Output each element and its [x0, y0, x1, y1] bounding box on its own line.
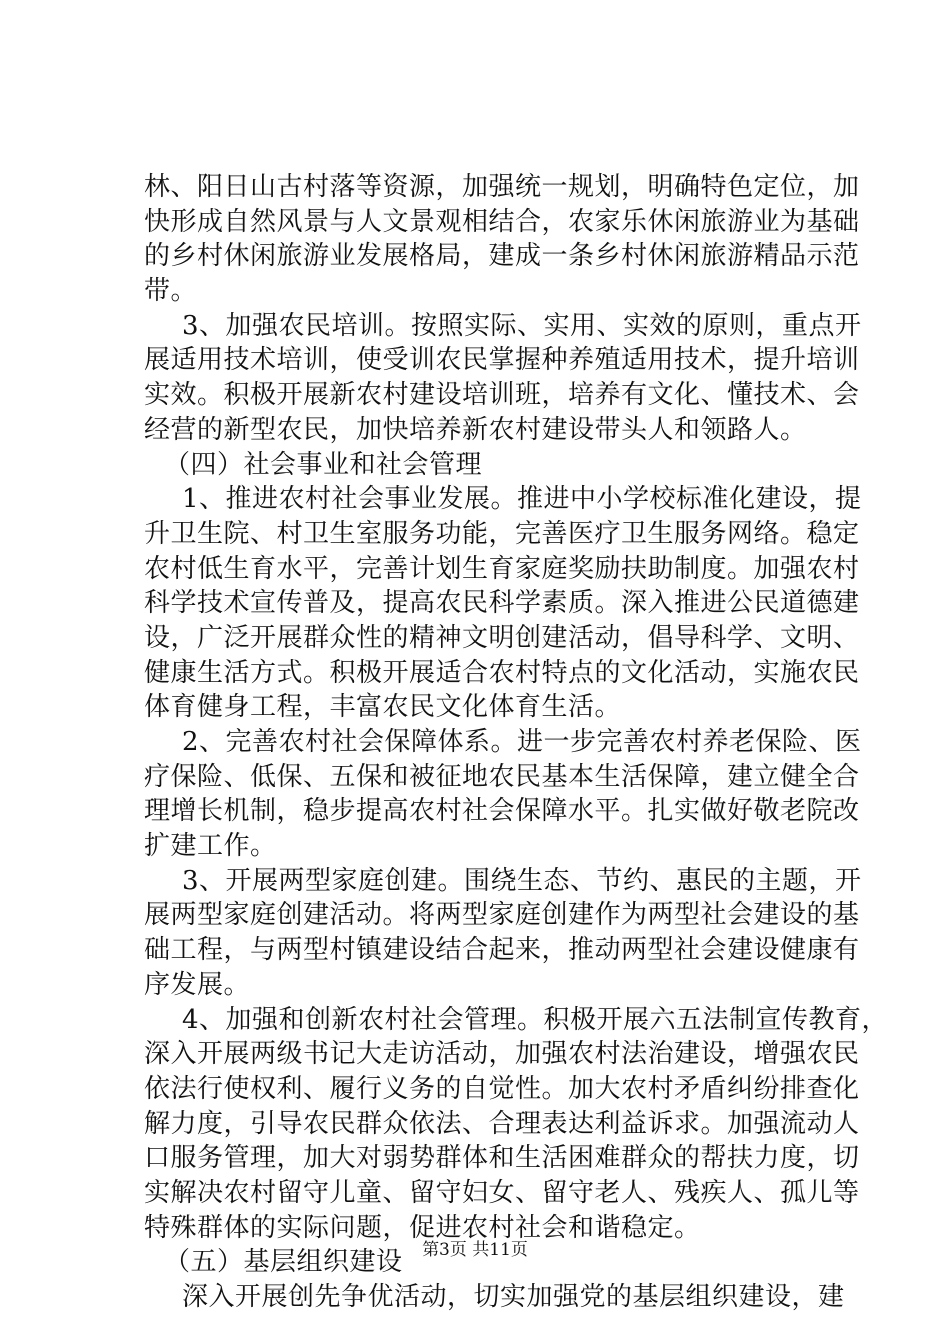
paragraph-start-line: 2、完善农村社会保障体系。进一步完善农村养老保险、医: [182, 727, 862, 757]
text-line: 经营的新型农民，加快培养新农村建设带头人和领路人。: [144, 414, 807, 445]
text-line: 科学技术宣传普及，提高农民科学素质。深入推进公民道德建: [144, 588, 860, 619]
text-line: 体育健身工程，丰富农民文化体育生活。: [144, 692, 622, 723]
text-line: 农村低生育水平，完善计划生育家庭奖励扶助制度。加强农村: [144, 553, 860, 584]
paragraph-start-line: 4、加强和创新农村社会管理。积极开展六五法制宣传教育，: [182, 1004, 889, 1035]
text-line: 带。: [144, 276, 198, 307]
text-line: 展适用技术培训，使受训农民掌握种养殖适用技术，提升培训: [144, 345, 860, 376]
text-line: 升卫生院、村卫生室服务功能，完善医疗卫生服务网络。稳定: [144, 518, 860, 549]
paragraph-start-line: 3、加强农民培训。按照实际、实用、实效的原则，重点开: [182, 310, 862, 341]
text-line: 设，广泛开展群众性的精神文明创建活动，倡导科学、文明、: [144, 622, 860, 653]
text-line: 序发展。: [144, 969, 251, 1000]
text-line: 林、阳日山古村落等资源，加强统一规划，明确特色定位，加: [144, 172, 860, 202]
text-line: 口服务管理，加大对弱势群体和生活困难群众的帮扶力度，切: [144, 1143, 860, 1174]
text-line: 的乡村休闲旅游业发展格局，建成一条乡村休闲旅游精品示范: [144, 241, 860, 272]
section-heading: （四）社会事业和社会管理: [164, 449, 483, 480]
text-line: 疗保险、低保、五保和被征地农民基本生活保障，建立健全合: [144, 761, 860, 792]
text-line: 解力度，引导农民群众依法、合理表达利益诉求。加强流动人: [144, 1108, 860, 1139]
text-line: 实效。积极开展新农村建设培训班，培养有文化、懂技术、会: [144, 380, 860, 411]
paragraph-start-line: 3、开展两型家庭创建。围绕生态、节约、惠民的主题，开: [182, 865, 862, 896]
section-heading: （五）基层组织建设: [164, 1247, 403, 1278]
text-line: 深入开展两级书记大走访活动，加强农村法治建设，增强农民: [144, 1039, 860, 1070]
text-line: 扩建工作。: [144, 831, 277, 862]
document-body: [144, 170, 889, 1315]
text-line: 理增长机制，稳步提高农村社会保障水平。扎实做好敬老院改: [144, 796, 860, 827]
text-line: 健康生活方式。积极开展适合农村特点的文化活动，实施农民: [144, 657, 860, 688]
text-line: 础工程，与两型村镇建设结合起来，推动两型社会建设健康有: [144, 935, 860, 966]
text-line: 依法行使权利、履行义务的自觉性。加大农村矛盾纠纷排查化: [144, 1073, 860, 1104]
page-number-footer: 第3页 共11页: [422, 1240, 528, 1260]
paragraph-start-line: 深入开展创先争优活动，切实加强党的基层组织建设，建: [182, 1282, 845, 1312]
paragraph-start-line: 1、推进农村社会事业发展。推进中小学校标准化建设，提: [182, 484, 862, 515]
text-line: 特殊群体的实际问题，促进农村社会和谐稳定。: [144, 1212, 701, 1243]
text-line: 实解决农村留守儿童、留守妇女、留守老人、残疾人、孤儿等: [144, 1177, 860, 1208]
text-line: 展两型家庭创建活动。将两型家庭创建作为两型社会建设的基: [144, 900, 860, 931]
text-line: 快形成自然风景与人文景观相结合，农家乐休闲旅游业为基础: [144, 206, 860, 237]
